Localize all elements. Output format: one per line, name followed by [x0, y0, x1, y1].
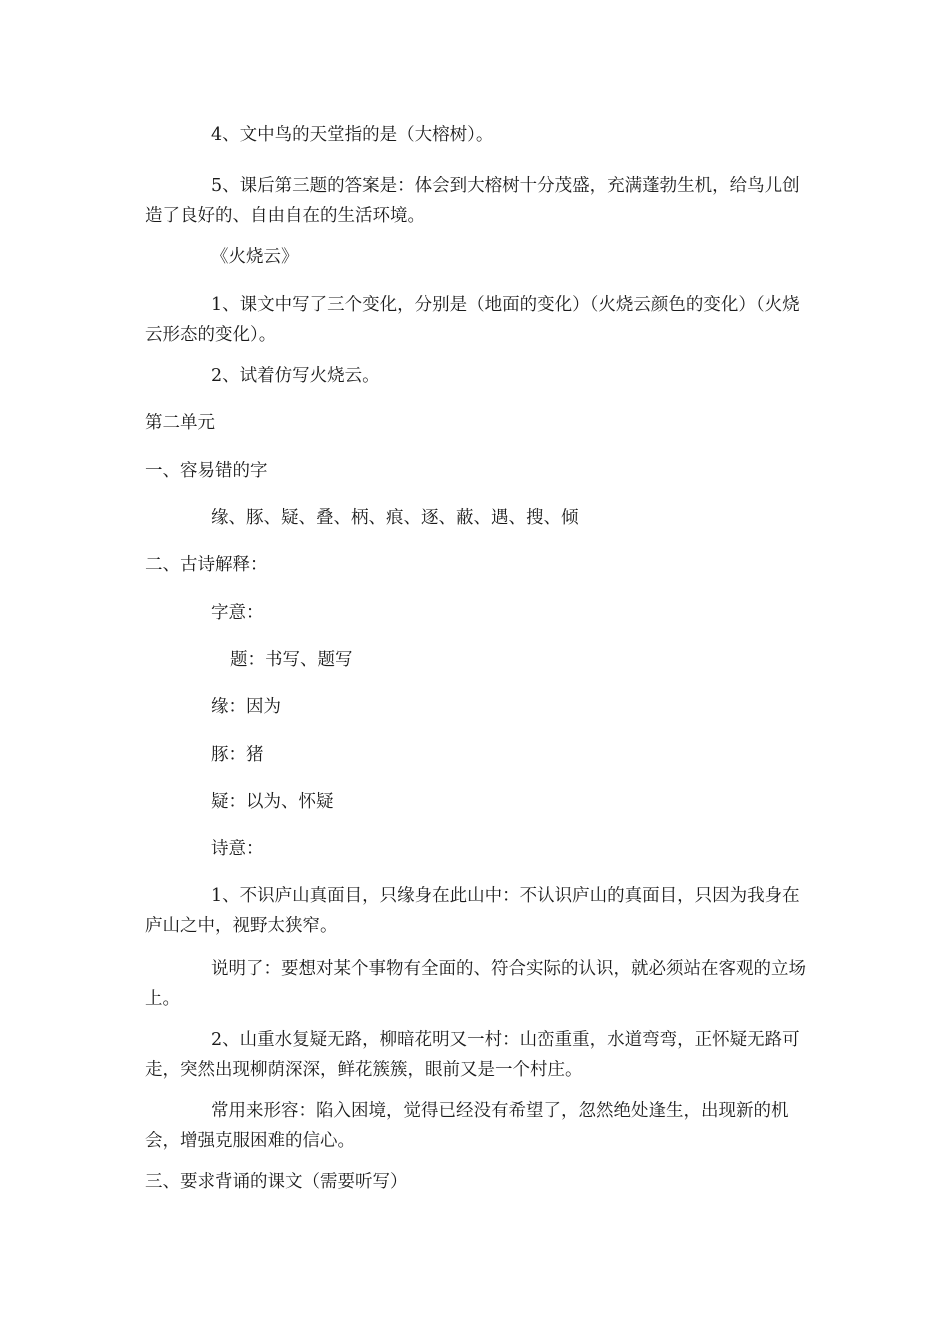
- paragraph-lushan-meaning: 1、不识庐山真面目，只缘身在此山中：不认识庐山的真面目，只因为我身在庐山之中，视野太狭窄。: [145, 886, 800, 936]
- paragraph-character-list: 缘、豚、疑、叠、柄、痕、逐、蔽、遇、搜、倾: [211, 508, 579, 528]
- paragraph-bird-paradise-answer: 4、文中鸟的天堂指的是（大榕树）。: [211, 125, 494, 145]
- definition-yuan: 缘：因为: [211, 697, 281, 717]
- section-heading-poem-explanation: 二、古诗解释：: [145, 555, 268, 575]
- lesson-title-huoshaoyun: 《火烧云》: [211, 247, 299, 267]
- label-word-meaning: 字意：: [211, 603, 264, 623]
- section-heading-error-prone-characters: 一、容易错的字: [145, 461, 268, 481]
- label-poem-meaning: 诗意：: [211, 839, 264, 859]
- unit-heading: 第二单元: [145, 413, 215, 433]
- paragraph-shanchong-usage: 常用来形容：陷入困境，觉得已经没有希望了，忽然绝处逢生，出现新的机会，增强克服困难的信心。: [145, 1101, 789, 1151]
- definition-yi: 疑：以为、怀疑: [211, 792, 334, 812]
- paragraph-three-changes: 1、课文中写了三个变化，分别是（地面的变化）（火烧云颜色的变化）（火烧云形态的变化）。: [145, 295, 800, 345]
- definition-ti: 题：书写、题写: [230, 650, 353, 670]
- paragraph-shanchong-meaning: 2、山重水复疑无路，柳暗花明又一村：山峦重重，水道弯弯，正怀疑无路可走，突然出现柳荫深深，鲜花簇簇，眼前又是一个村庄。: [145, 1030, 800, 1080]
- section-heading-recitation: 三、要求背诵的课文（需要听写）: [145, 1172, 408, 1192]
- definition-tun: 豚：猪: [211, 745, 264, 765]
- paragraph-imitate-writing: 2、试着仿写火烧云。: [211, 366, 380, 386]
- paragraph-exercise-three-answer: 5、课后第三题的答案是：体会到大榕树十分茂盛，充满蓬勃生机，给鸟儿创造了良好的、自由自在的生活环境。: [145, 176, 800, 226]
- paragraph-lushan-explanation: 说明了：要想对某个事物有全面的、符合实际的认识，就必须站在客观的立场上。: [145, 959, 806, 1009]
